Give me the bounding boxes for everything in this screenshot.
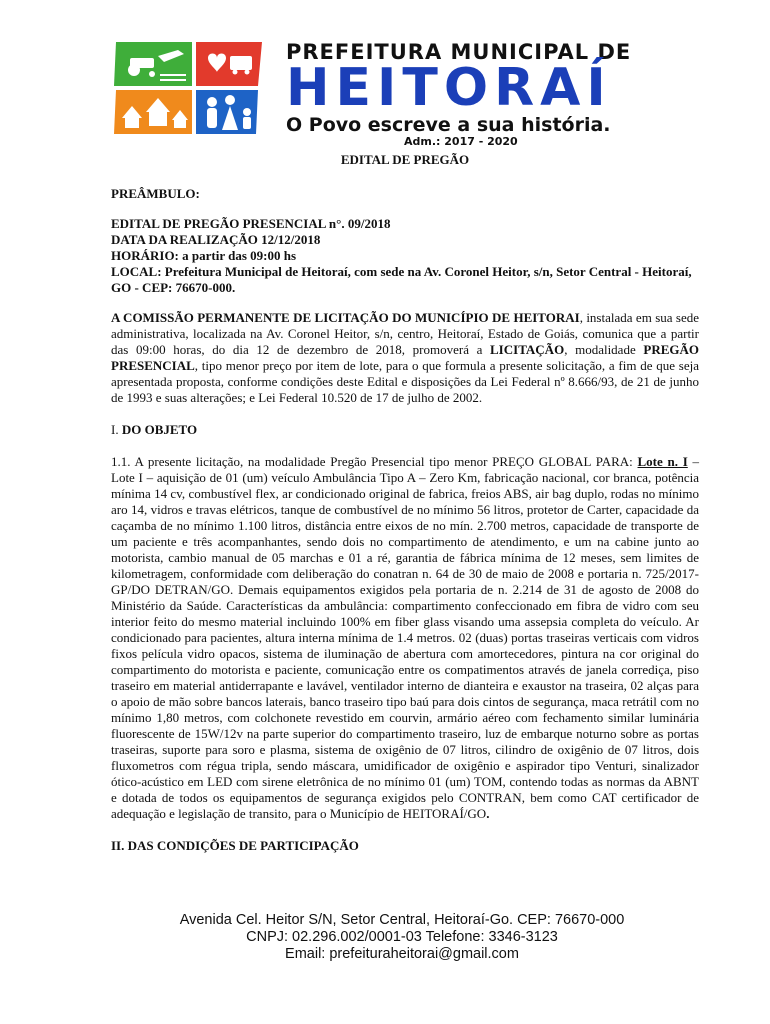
edital-header-block [111, 216, 699, 296]
section-objeto-title: DO OBJETO [121, 422, 198, 437]
letterhead-city: HEITORAÍ [286, 58, 612, 118]
letterhead-slogan: O Povo escreve a sua história. [286, 114, 611, 136]
footer-cnpj-phone: CNPJ: 02.296.002/0001-03 Telefone: 3346-3123 [246, 929, 558, 945]
letterhead-brand [286, 40, 676, 148]
letterhead-administration: Adm.: 2017 - 2020 [404, 135, 518, 148]
lote-label: Lote n. I [637, 454, 688, 469]
location-text: LOCAL: Prefeitura Municipal de Heitoraí, com sede na Av. Coronel Heitor, s/n, Setor Central - Heitoraí, GO - CEP: 76670-000. [111, 264, 692, 295]
page-footer [100, 912, 704, 963]
letterhead-title: PREFEITURA MUNICIPAL DE [286, 40, 632, 64]
objeto-paragraph [111, 454, 699, 822]
section-objeto-heading [111, 422, 699, 438]
municipal-logo-icon [112, 40, 272, 136]
objeto-lead: 1.1. A presente licitação, na modalidade Pregão Presencial tipo menor PREÇO GLOBAL PARA: [111, 454, 638, 469]
edital-number: EDITAL DE PREGÃO PRESENCIAL n°. 09/2018 [111, 216, 391, 231]
section-participacao-heading: II. DAS CONDIÇÕES DE PARTICIPAÇÃO [111, 838, 359, 853]
intro-text-1: , instalada em sua sede administrativa, localizada na Av. Coronel Heitor, s/n, centro, Heitoraí, Estado de Goiás, comunica que a partir das 09:00 horas, do dia 12 de dezembro de 2018, promoverá a [111, 310, 700, 357]
realization-date: DATA DA REALIZAÇÃO 12/12/2018 [111, 232, 321, 247]
schedule-time: HORÁRIO: a partir das 09:00 hs [111, 248, 297, 263]
objeto-end: . [486, 806, 490, 821]
objeto-text: – Lote I – aquisição de 01 (um) veículo Ambulância Tipo A – Zero Km, fabricação nacional, cor branca, potência mínima 14 cv, combustível flex, ar condicionado original de fabrica, freios ABS, air bag duplo, rodas no mínimo aro 14, vidros e travas elétricos, tanque de combustível de no mínimo 56 litros, protetor de Carter, capacidade da caçamba de no mínimo 1.100 litros, distância entre eixos de no mín. 2.700 metros, capacidade de transporte de um paciente e três acompanhantes, sendo dois no compartimento de atendimento, e um na cabine junto ao motorista, cambio manual de 05 marchas e 01 a ré, garantia de fábrica mínima de 12 meses, sem limites de kilometragem, conformidade com deliberação do conatran n. 64 de 30 de maio de 2008 e portaria n. 725/2017-GP/DO DETRAN/GO. Demais equipamentos exigidos pela portaria de n. 2.214 de 31 de agosto de 2008 do Ministério da Saúde. Características da ambulância: compartimento confeccionado em fibra de vidro com seu interior feito do mesmo material incluindo 100% em fiber glass visando uma assepsia completa do veículo. Ar condicionado para pacientes, altura interna mínima de 1.4 metros. 02 (duas) portas traseiras verticais com vidros fixos película vidro opacos, sistema de iluminação de abertura com amortecedores, pintura na cor original do compartimento do motorista e paciente, comunicação entre os compatimentos através de janela corrediça, piso traseiro em material antiderrapante e lavável, ventilador interno de dianteira e exaustor na traseira, 02 alças para o apoio de mão sobre bancos laterais, banco traseiro tipo baú para dois cintos de segurança, maca retrátil com no mínimo 1,80 metros, com colchonete revestido em courvin, armário aéreo com fechamento similar luminária fluorescente de 15W/12v na parte superior do compartimento traseiro, luz de embarque noturno sobre as portas traseiras, suporte para soro e plasma, sistema de oxigênio de 07 litros, cilindro de oxigênio de 07 litros, dois fluxometros com régua tripla, sendo máscara, umidificador de oxigênio e aspirador tipo Venturi, sinalizador ótico-acústico em LED com sirene eletrônica de no mínimo 01 (um) TOM, contendo todas as normas da ABNT e dotada de todos os equipamentos de segurança exigidos pelo CONTRAN, bem como CAT certificador de adequação e legislação de transito, para o Município de HEITORAÍ/GO [111, 454, 700, 821]
section-objeto-number: I. [111, 422, 119, 437]
commission-name: A COMISSÃO PERMANENTE DE LICITAÇÃO DO MUNICÍPIO DE HEITORAI [111, 310, 580, 325]
document-body [111, 152, 699, 854]
document-title: EDITAL DE PREGÃO [340, 152, 470, 167]
intro-text-3: , tipo menor preço por item de lote, para o que formula a presente solicitação, a fim de que seja apresentada proposta, conforme condições deste Edital e disposições da Lei Federal nº 8.666/93, de 21 de junho de 1993 e suas alterações; e Lei Federal 10.520 de 17 de julho de 2002. [111, 358, 699, 405]
footer-address: Avenida Cel. Heitor S/N, Setor Central, Heitoraí-Go. CEP: 76670-000 [179, 912, 625, 928]
footer-email: Email: prefeituraheitorai@gmail.com [285, 946, 519, 962]
licitacao-label: LICITAÇÃO [490, 342, 565, 357]
pregao-presencial-label: PREGÃO PRESENCIAL [111, 342, 699, 373]
intro-text-2: , modalidade [564, 342, 644, 357]
intro-paragraph [111, 310, 699, 406]
preamble-heading: PREÂMBULO: [111, 186, 200, 201]
